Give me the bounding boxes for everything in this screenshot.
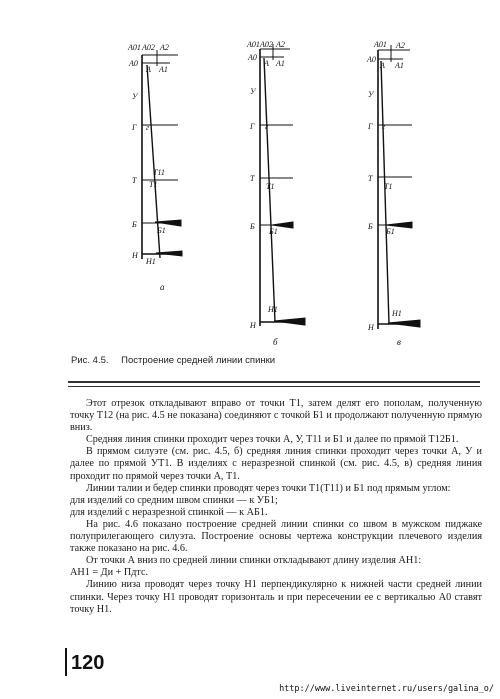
subfigure-label: а [160, 282, 165, 292]
point-label: Г [132, 123, 137, 132]
page-number: 120 [71, 652, 105, 674]
paragraph: От точки А вниз по средней линии спинки откладывают длину изделия АН1: [86, 555, 422, 567]
point-label: Н1 [146, 257, 156, 266]
point-label: A1 [395, 61, 404, 70]
point-label: A [380, 61, 385, 70]
point-label: A [264, 59, 269, 68]
point-label: A1 [159, 65, 168, 74]
divider [68, 386, 480, 387]
paragraph: для изделий со средним швом спинки — к УБ1; [70, 494, 278, 506]
point-label: У [250, 87, 256, 96]
point-label: Т [368, 174, 373, 183]
point-label: Т1 [384, 182, 393, 191]
paragraph: Линии талии и бедер спинки проводят через точки Т1(Т11) и Б1 под прямым углом: [86, 482, 451, 494]
formula: АН1 = Ди + Пдтс. [70, 567, 149, 579]
point-label: Н1 [392, 309, 402, 318]
caption-number: Рис. 4.5. [71, 355, 109, 366]
point-label: A0 [367, 55, 376, 64]
caption-title: Построение средней линии спинки [121, 355, 276, 366]
subfigure-label: б [273, 337, 278, 347]
point-label: Б1 [269, 227, 278, 236]
paragraph: Этот отрезок откладывают вправо от точки Т1, затем делят его пополам, полученную точку Т12 (на рис. 4.5 не показана) соединяют с точкой Б1 и продолжают полученную прямую вниз. [70, 398, 482, 434]
point-label: г [146, 123, 150, 132]
point-label: Г [250, 122, 255, 131]
point-label: Т [132, 176, 137, 185]
paragraph: Линию низа проводят через точку Н1 перпендикулярно к нижней части средней линии спинки. Через точку Н1 проводят горизонталь и при пересечении ее с вертикалью А0 ставят точку Н1. [70, 579, 482, 615]
point-label: A0 [129, 59, 138, 68]
point-label: Н1 [268, 305, 278, 314]
point-label: Н [132, 251, 138, 260]
point-label: Б [368, 222, 373, 231]
point-label: Т11 [153, 168, 165, 177]
paragraph: Средняя линия спинки проходит через точки А, У, Т11 и Б1 и далее по прямой Т12Б1. [86, 434, 459, 446]
watermark-url: http://www.liveinternet.ru/users/galina_o/ [279, 684, 494, 694]
point-label: A2 [160, 43, 169, 52]
paragraph: для изделий с неразрезной спинкой — к АБ1. [70, 506, 268, 518]
point-label: A [146, 65, 151, 74]
paragraph: На рис. 4.6 показано построение средней линии спинки со швом в мужском пиджаке полуприлегающего силуэта. Построение основы чертежа конструкции плечевого изделия также показано на рис. 4.6. [70, 518, 482, 555]
point-label: A02 [142, 43, 155, 52]
body-text [70, 398, 482, 616]
paragraph: В прямом силуэте (см. рис. 4.5, б) средняя линия спинки проходит через точки А, У и далее по прямой УТ1. В изделиях с неразрезной спинкой (см. рис. 4.5, в) средняя линия проходит по прямой через точки А, Т1. [70, 446, 482, 482]
point-label: Н [250, 321, 256, 330]
point-label: Б [250, 222, 255, 231]
point-label: Н [368, 323, 374, 332]
point-label: A01 [374, 40, 387, 49]
point-label: Т1 [149, 180, 158, 189]
point-label: У [368, 90, 374, 99]
point-label: Т1 [266, 182, 275, 191]
point-label: A02 [260, 40, 273, 49]
point-label: A01 [247, 40, 260, 49]
point-label: A0 [248, 53, 257, 62]
subfigure-label: в [397, 337, 401, 347]
point-label: A2 [396, 41, 405, 50]
divider [68, 381, 480, 383]
point-label: г [265, 122, 269, 131]
point-label: A2 [276, 40, 285, 49]
point-label: Б1 [386, 227, 395, 236]
figure-caption [71, 355, 275, 366]
point-label: г [382, 122, 386, 131]
page-number-bar [65, 648, 67, 676]
point-label: Б1 [157, 226, 166, 235]
point-label: Г [368, 122, 373, 131]
point-label: У [132, 92, 138, 101]
point-label: A01 [128, 43, 141, 52]
point-label: Т [250, 174, 255, 183]
point-label: A1 [276, 59, 285, 68]
point-label: Б [132, 220, 137, 229]
